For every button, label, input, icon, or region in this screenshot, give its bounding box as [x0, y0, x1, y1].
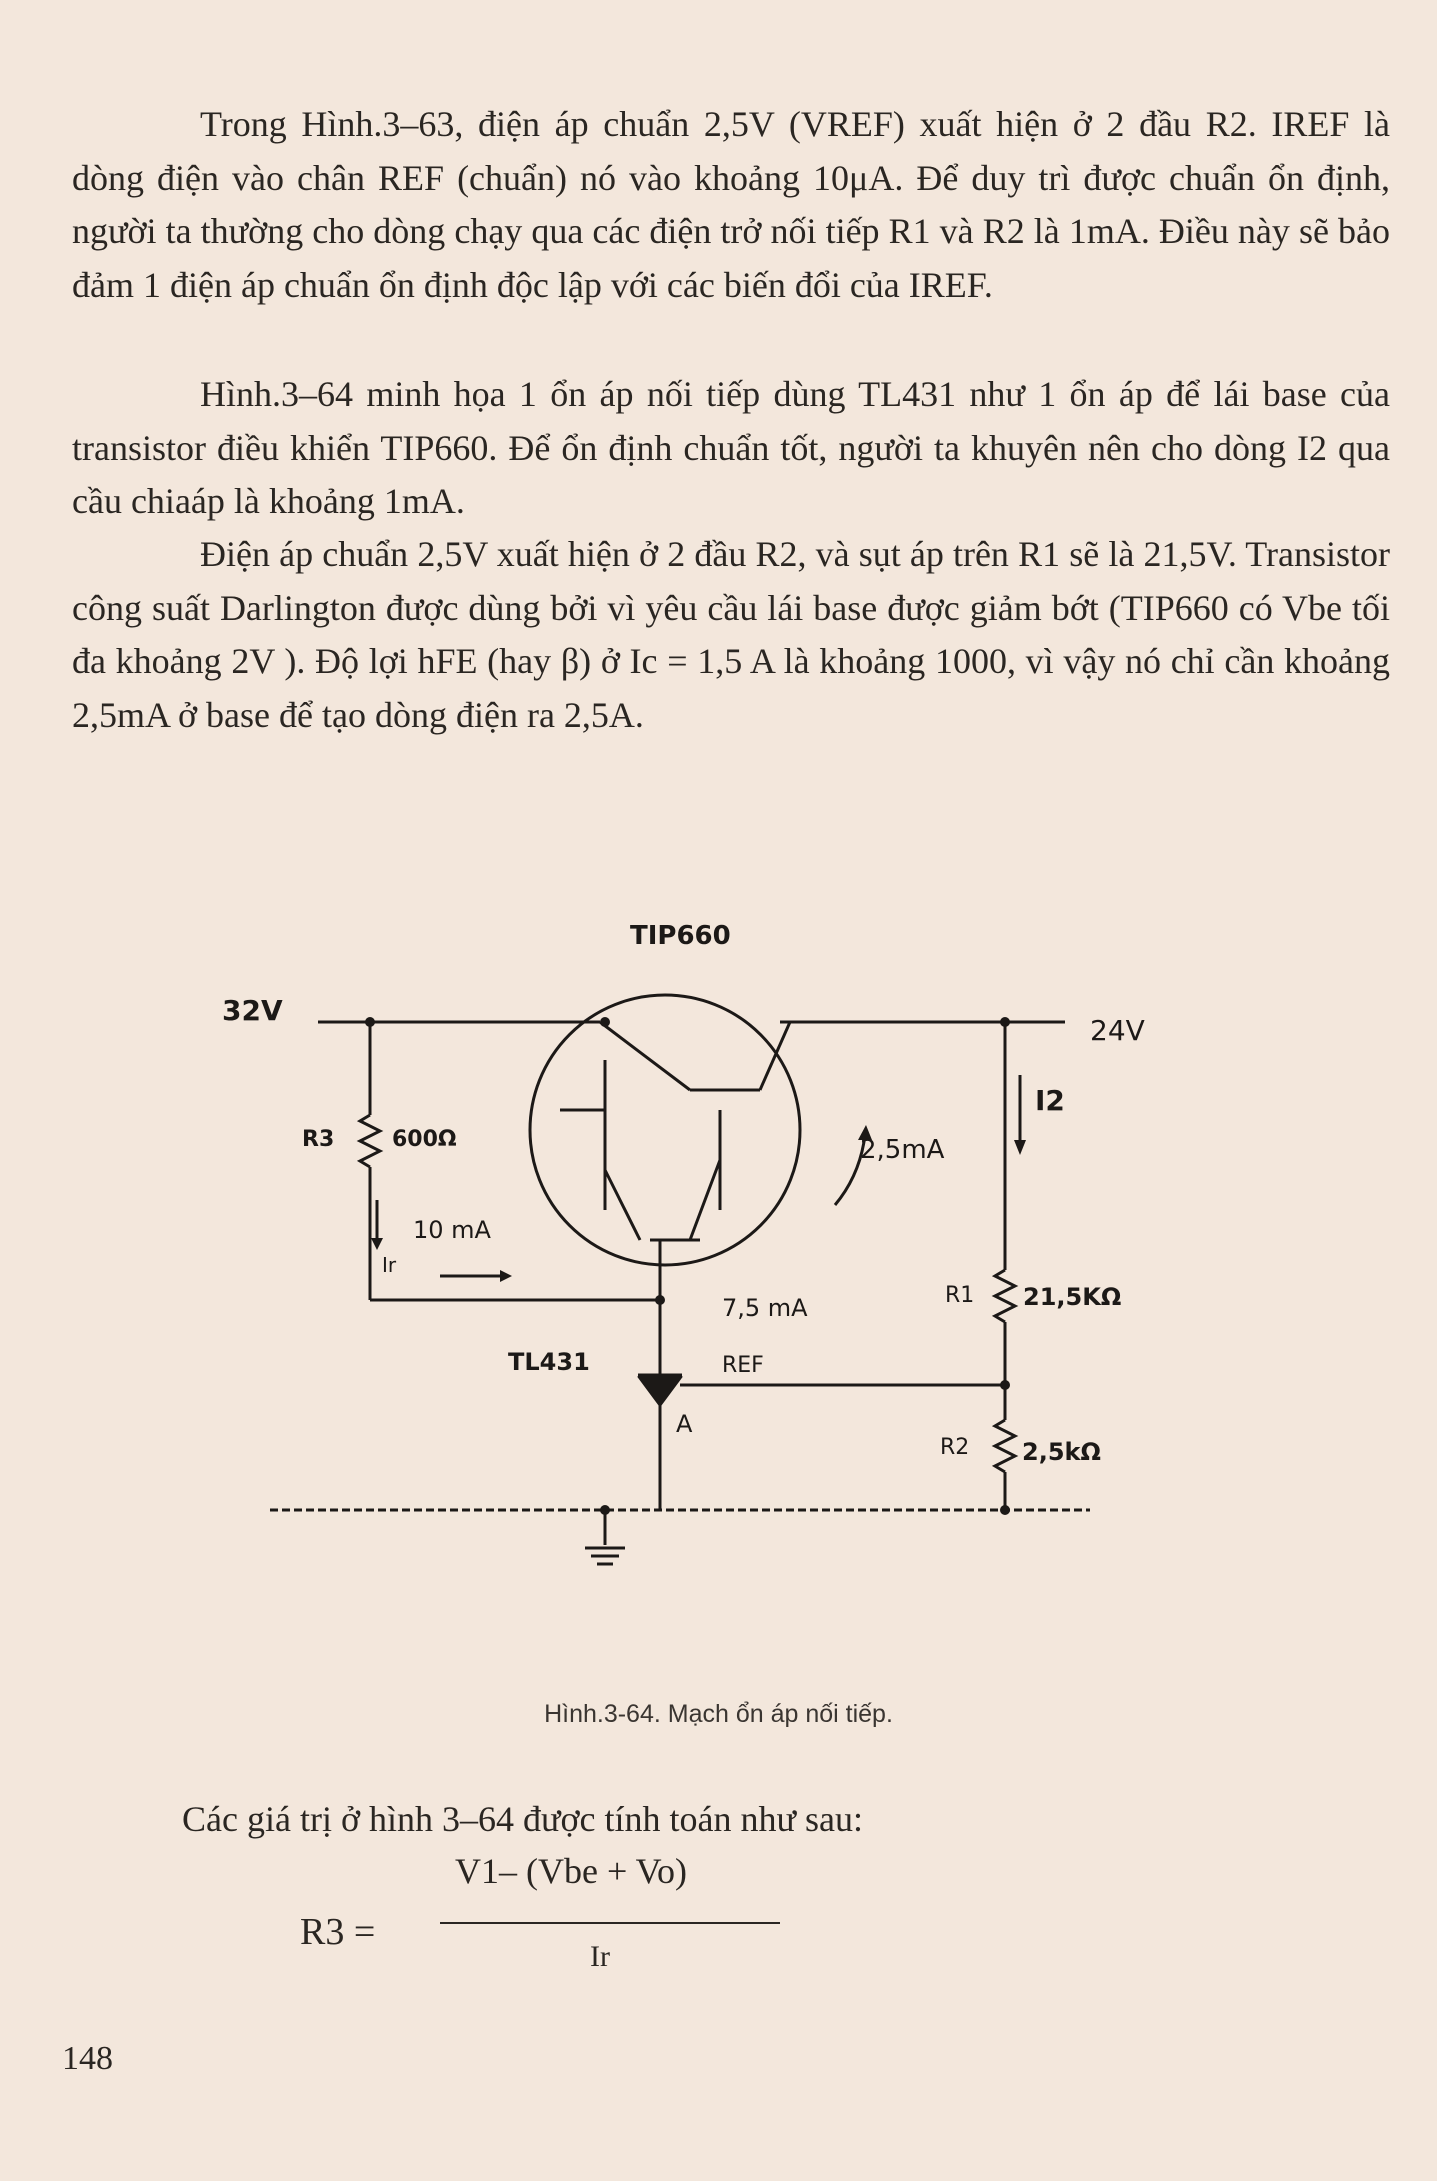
transistor-label: TIP660	[630, 921, 731, 951]
r3-value: 600Ω	[392, 1127, 457, 1152]
formula-denominator: Ir	[590, 1940, 610, 1973]
formula-intro: Các giá trị ở hình 3–64 được tính toán như sau:	[182, 1799, 863, 1839]
base-current-label: 2,5mA	[860, 1135, 945, 1165]
figure-caption: Hình.3-64. Mạch ổn áp nối tiếp.	[544, 1700, 893, 1728]
i2-label: I2	[1035, 1084, 1065, 1117]
paragraph-2: Hình.3–64 minh họa 1 ổn áp nối tiếp dùng TL431 như 1 ổn áp để lái base của transistor điều khiển TIP660. Để ổn định chuẩn tốt, người ta khuyên nên cho dòng I2 qua cầu chiaáp là khoảng 1mA.	[72, 374, 1390, 521]
anode-label: A	[676, 1410, 693, 1438]
tl-current-label: 7,5 mA	[722, 1294, 808, 1322]
paragraph-1: Trong Hình.3–63, điện áp chuẩn 2,5V (VREF) xuất hiện ở 2 đầu R2. IREF là dòng điện vào chân REF (chuẩn) nó vào khoảng 10μA. Để duy trì được chuẩn ổn định, người ta thường cho dòng chạy qua các điện trở nối tiếp R1 và R2 là 1mA. Điều này sẽ bảo đảm 1 điện áp chuẩn ổn định độc lập với các biến đổi của IREF.	[72, 104, 1390, 305]
page-number: 148	[62, 2040, 113, 2077]
r1-value: 21,5KΩ	[1023, 1283, 1122, 1311]
paragraph-3: Điện áp chuẩn 2,5V xuất hiện ở 2 đầu R2, và sụt áp trên R1 sẽ là 21,5V. Transistor công suất Darlington được dùng bởi vì yêu cầu lái base được giảm bớt (TIP660 có Vbe tối đa khoảng 2V ). Độ lợi hFE (hay β) ở Ic = 1,5 A là khoảng 1000, vì vậy nó chỉ cần khoảng 2,5mA ở base để tạo dòng điện ra 2,5A.	[72, 534, 1390, 735]
ref-label: REF	[722, 1353, 764, 1378]
r2-value: 2,5kΩ	[1022, 1438, 1101, 1466]
fraction-bar	[440, 1922, 780, 1924]
r2-label: R2	[940, 1435, 970, 1460]
formula-numerator: V1– (Vbe + Vo)	[455, 1851, 687, 1891]
r3-formula	[300, 1850, 800, 1973]
tl431-label: TL431	[508, 1348, 590, 1376]
ir-label: Ir	[382, 1253, 397, 1277]
formula-lhs: R3 =	[300, 1911, 376, 1953]
output-voltage-label: 24V	[1090, 1014, 1145, 1047]
r3-label: R3	[302, 1127, 335, 1152]
r1-label: R1	[945, 1283, 975, 1308]
input-voltage-label: 32V	[222, 994, 283, 1027]
ir-value: 10 mA	[413, 1216, 491, 1244]
